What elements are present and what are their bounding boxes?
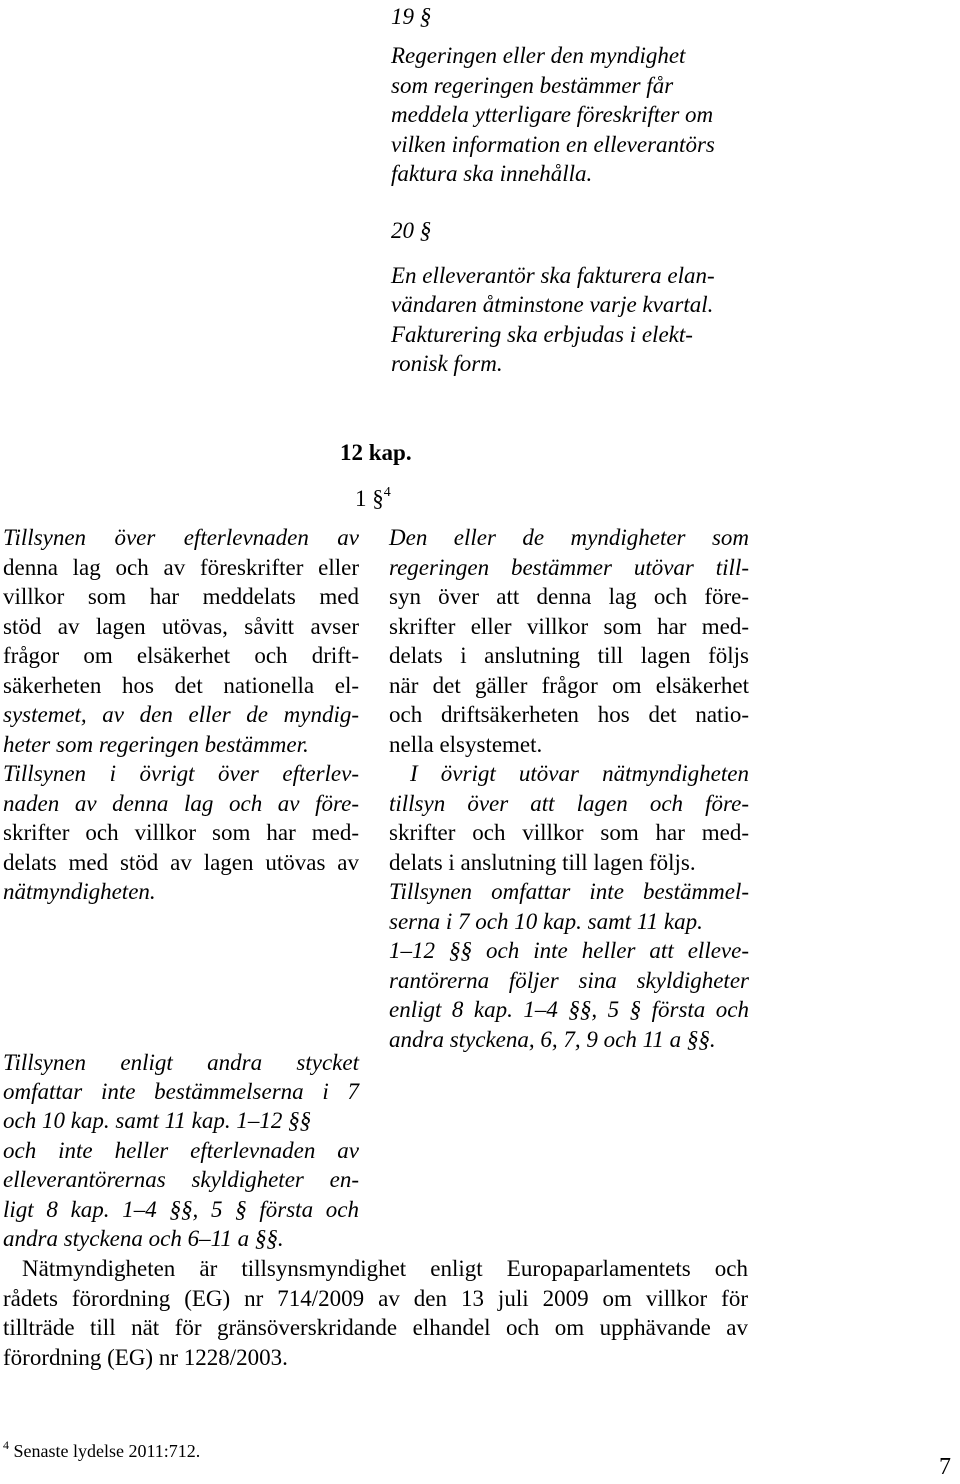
text-line: naden av denna lag och av före-	[3, 791, 359, 816]
footnote-number: 4	[3, 1438, 9, 1452]
chapter-heading: 12 kap.	[340, 440, 412, 465]
text-line: serna i 7 och 10 kap. samt 11 kap.	[389, 909, 703, 934]
text-line: elleverantörernas skyldigheter en-	[3, 1167, 359, 1192]
text-line: 1–12 §§ och inte heller att elleve-	[389, 938, 749, 963]
section-label: 1 §	[355, 486, 384, 511]
text-line: Tillsynen i övrigt över efterlev-	[3, 761, 359, 786]
text-line: nella elsystemet.	[389, 732, 543, 757]
page-number: 7	[939, 1454, 951, 1480]
text-line: skrifter och villkor som har med-	[3, 820, 359, 845]
text-line: skrifter och villkor som har med-	[389, 820, 749, 845]
text-line: förordning (EG) nr 1228/2003.	[3, 1345, 288, 1370]
text-line: andra styckena, 6, 7, 9 och 11 a §§.	[389, 1027, 716, 1052]
text-line: och inte heller efterlevnaden av	[3, 1138, 359, 1163]
text-line: I övrigt utövar nätmyndigheten	[410, 761, 749, 786]
text-line: vilken information en elleverantörs	[391, 132, 715, 157]
text-line: tillträde till nät för gränsöverskridande elhandel och om upphävande av	[3, 1315, 748, 1340]
text-line: regeringen bestämmer utövar till-	[389, 555, 749, 580]
text-line: systemet, av den eller de myndig-	[3, 702, 359, 727]
text-line: frågor om elsäkerhet och drift-	[3, 643, 359, 668]
text-line: ronisk form.	[391, 351, 503, 376]
text-line: tillsyn över att lagen och före-	[389, 791, 749, 816]
text-line: rantörerna följer sina skyldigheter	[389, 968, 749, 993]
text-line: Fakturering ska erbjudas i elekt-	[391, 322, 693, 347]
text-line: och 10 kap. samt 11 kap. 1–12 §§	[3, 1108, 312, 1133]
text-line: Nätmyndigheten är tillsynsmyndighet enligt Europaparlamentets och	[22, 1256, 748, 1281]
text-line: och driftsäkerheten hos det natio-	[389, 702, 749, 727]
text-line: Tillsynen omfattar inte bestämmel-	[389, 879, 749, 904]
text-line: ligt 8 kap. 1–4 §§, 5 § första och	[3, 1197, 359, 1222]
text-line: skrifter eller villkor som har med-	[389, 614, 749, 639]
text-line: när det gäller frågor om elsäkerhet	[389, 673, 749, 698]
text-line: delats i anslutning till lagen följs	[389, 643, 749, 668]
text-line: stöd av lagen utövas, såvitt avser	[3, 614, 359, 639]
text-line: meddela ytterligare föreskrifter om	[391, 102, 714, 127]
text-line: heter som regeringen bestämmer.	[3, 732, 309, 757]
text-line: delats i anslutning till lagen följs.	[389, 850, 696, 875]
section-heading	[355, 484, 391, 517]
text-line: En elleverantör ska fakturera elan-	[391, 263, 715, 288]
text-line: andra styckena och 6–11 a §§.	[3, 1226, 284, 1251]
text-line: enligt 8 kap. 1–4 §§, 5 § första och	[389, 997, 749, 1022]
text-line: denna lag och av föreskrifter eller	[3, 555, 359, 580]
text-line: Den eller de myndigheter som	[389, 525, 749, 550]
footnote-text: Senaste lydelse 2011:712.	[13, 1441, 201, 1461]
text-line: Tillsynen över efterlevnaden av	[3, 525, 359, 550]
text-line: säkerheten hos det nationella el-	[3, 673, 359, 698]
text-line: nätmyndigheten.	[3, 879, 156, 904]
section-19-label: 19 §	[391, 4, 432, 29]
text-line: Tillsynen enligt andra stycket	[3, 1050, 359, 1075]
text-line: rådets förordning (EG) nr 714/2009 av den 13 juli 2009 om villkor för	[3, 1286, 748, 1311]
text-line: som regeringen bestämmer får	[391, 73, 674, 98]
footnote-ref: 4	[383, 485, 391, 500]
text-line: omfattar inte bestämmelserna i 7	[3, 1079, 359, 1104]
text-line: vändaren åtminstone varje kvartal.	[391, 292, 714, 317]
footnote	[3, 1437, 200, 1468]
text-line: villkor som har meddelats med	[3, 584, 359, 609]
text-line: Regeringen eller den myndighet	[391, 43, 686, 68]
text-line: delats med stöd av lagen utövas av	[3, 850, 359, 875]
text-line: syn över att denna lag och före-	[389, 584, 749, 609]
text-line: faktura ska innehålla.	[391, 161, 593, 186]
section-20-label: 20 §	[391, 218, 432, 243]
